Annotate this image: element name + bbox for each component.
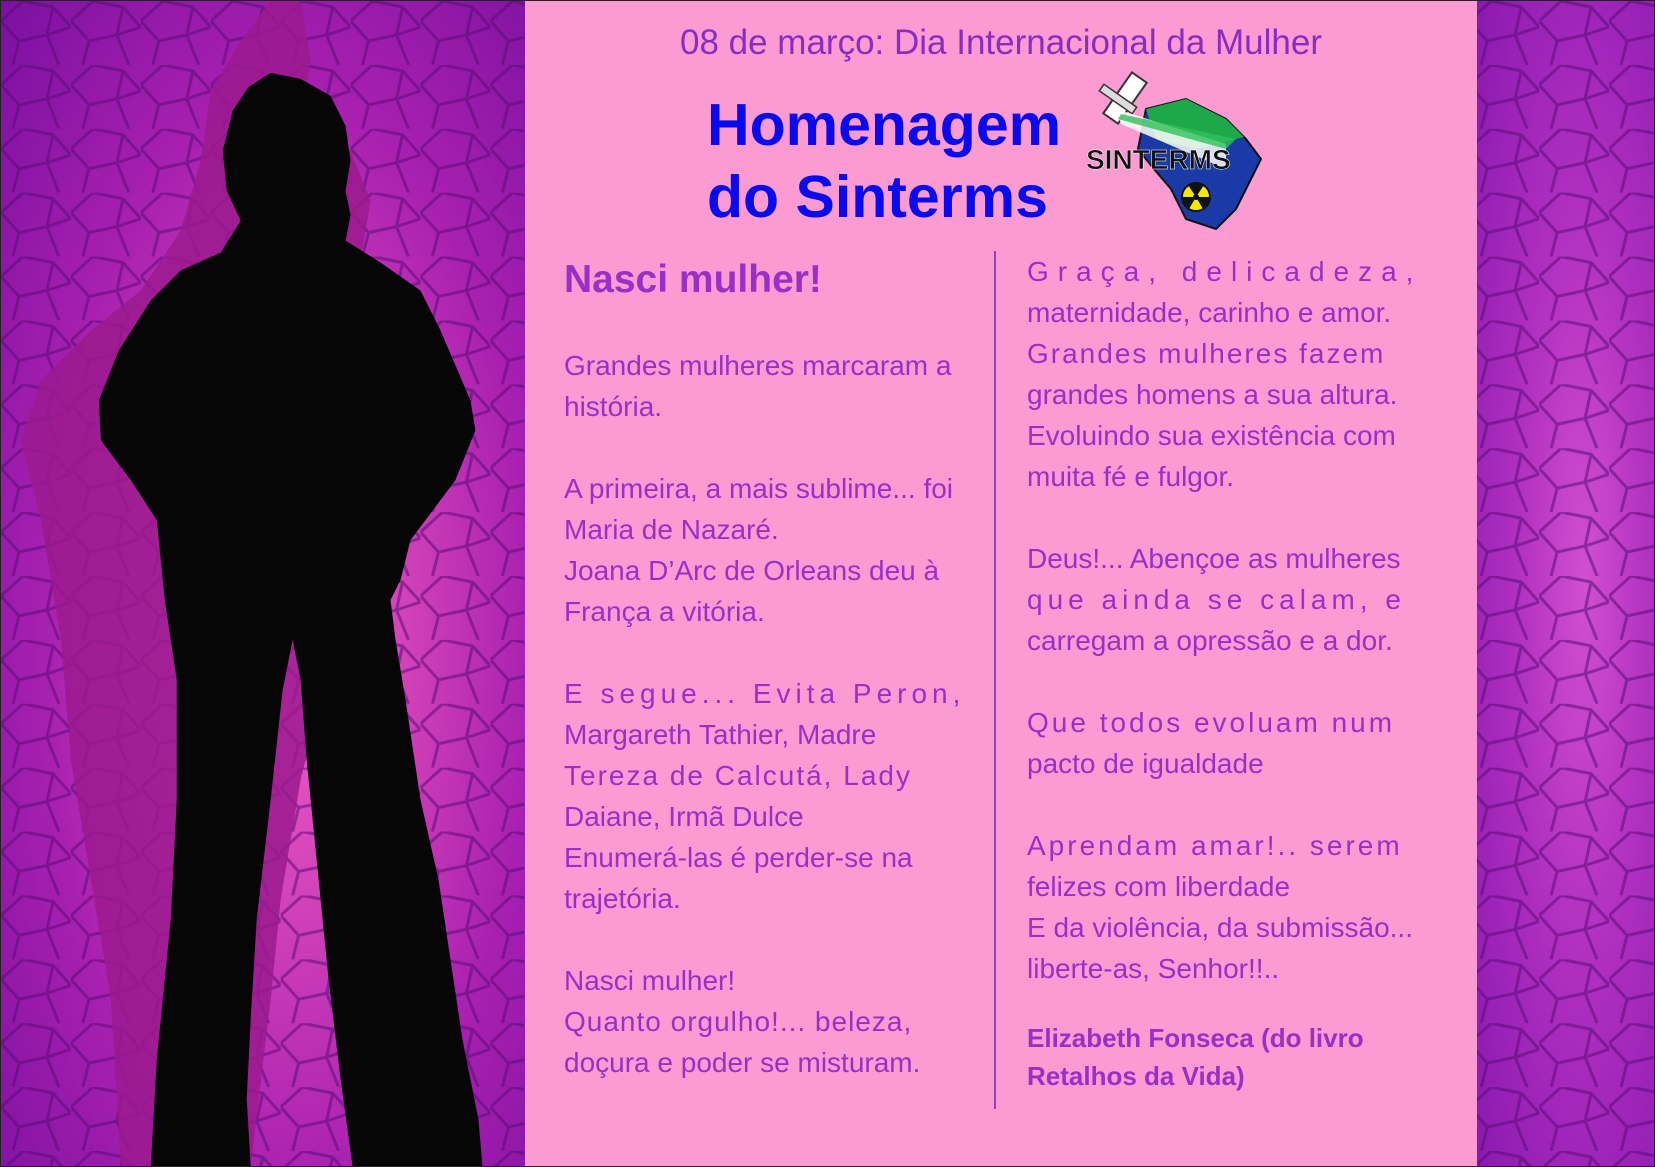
verse: carregam a opressão e a dor. <box>1027 625 1393 656</box>
homenagem-line-1: Homenagem <box>707 92 1062 158</box>
stanza <box>1027 251 1431 497</box>
author-credit <box>1027 1019 1431 1095</box>
verse: Margareth Tathier, Madre <box>564 719 877 750</box>
verse: Evoluindo sua existência com <box>1027 420 1396 451</box>
verse: Enumerá-las é perder-se na <box>564 842 913 873</box>
date-title: 08 de março: Dia Internacional da Mulher <box>679 23 1322 62</box>
verse: Quanto orgulho!... beleza, <box>564 1006 913 1037</box>
sinterms-logo <box>1076 69 1286 239</box>
verse: Maria de Nazaré. <box>564 514 779 545</box>
verse: A primeira, a mais sublime... foi <box>564 473 954 504</box>
verse: história. <box>564 391 663 422</box>
stanza <box>1027 538 1431 661</box>
verse: Tereza de Calcutá, Lady <box>564 760 912 791</box>
stanza <box>564 960 968 1083</box>
stanza <box>1027 825 1431 989</box>
verse: pacto de igualdade <box>1027 748 1264 779</box>
poem-column-left <box>564 257 968 1124</box>
verse: doçura e poder se misturam. <box>564 1047 921 1078</box>
verse: Deus!... Abençoe as mulheres <box>1027 543 1401 574</box>
verse: E da violência, da submissão... <box>1027 912 1413 943</box>
author-line-2: Retalhos da Vida) <box>1027 1061 1245 1091</box>
stanza <box>564 468 968 632</box>
author-line-1: Elizabeth Fonseca (do livro <box>1027 1023 1364 1053</box>
column-divider <box>994 251 996 1109</box>
homenagem-line-2: do Sinterms <box>707 164 1048 230</box>
verse: Daiane, Irmã Dulce <box>564 801 804 832</box>
verse: Graça, delicadeza, <box>1027 256 1423 287</box>
verse: liberte-as, Senhor!!.. <box>1027 953 1280 984</box>
radiation-icon <box>1182 182 1210 211</box>
stanza <box>564 673 968 919</box>
verse: muita fé e fulgor. <box>1027 461 1235 492</box>
stanza <box>564 345 968 427</box>
verse: França a vitória. <box>564 596 765 627</box>
poem-column-right <box>1027 251 1431 1095</box>
verse: Grandes mulheres marcaram a <box>564 350 952 381</box>
verse: que ainda se calam, e <box>1027 584 1406 615</box>
verse: Que todos evoluam num <box>1027 707 1396 738</box>
verse: maternidade, carinho e amor. <box>1027 297 1392 328</box>
verse: trajetória. <box>564 883 681 914</box>
poem-title: Nasci mulher! <box>564 258 822 301</box>
verse: E segue... Evita Peron, <box>564 678 966 709</box>
verse: Joana D’Arc de Orleans deu à <box>564 555 940 586</box>
verse: Aprendam amar!.. serem <box>1027 830 1403 861</box>
verse: Nasci mulher! <box>564 965 736 996</box>
homenagem-heading <box>707 89 1061 233</box>
verse: Grandes mulheres fazem <box>1027 338 1386 369</box>
verse: grandes homens a sua altura. <box>1027 379 1398 410</box>
verse: felizes com liberdade <box>1027 871 1291 902</box>
logo-text: SINTERMS <box>1086 144 1231 175</box>
stanza <box>1027 702 1431 784</box>
